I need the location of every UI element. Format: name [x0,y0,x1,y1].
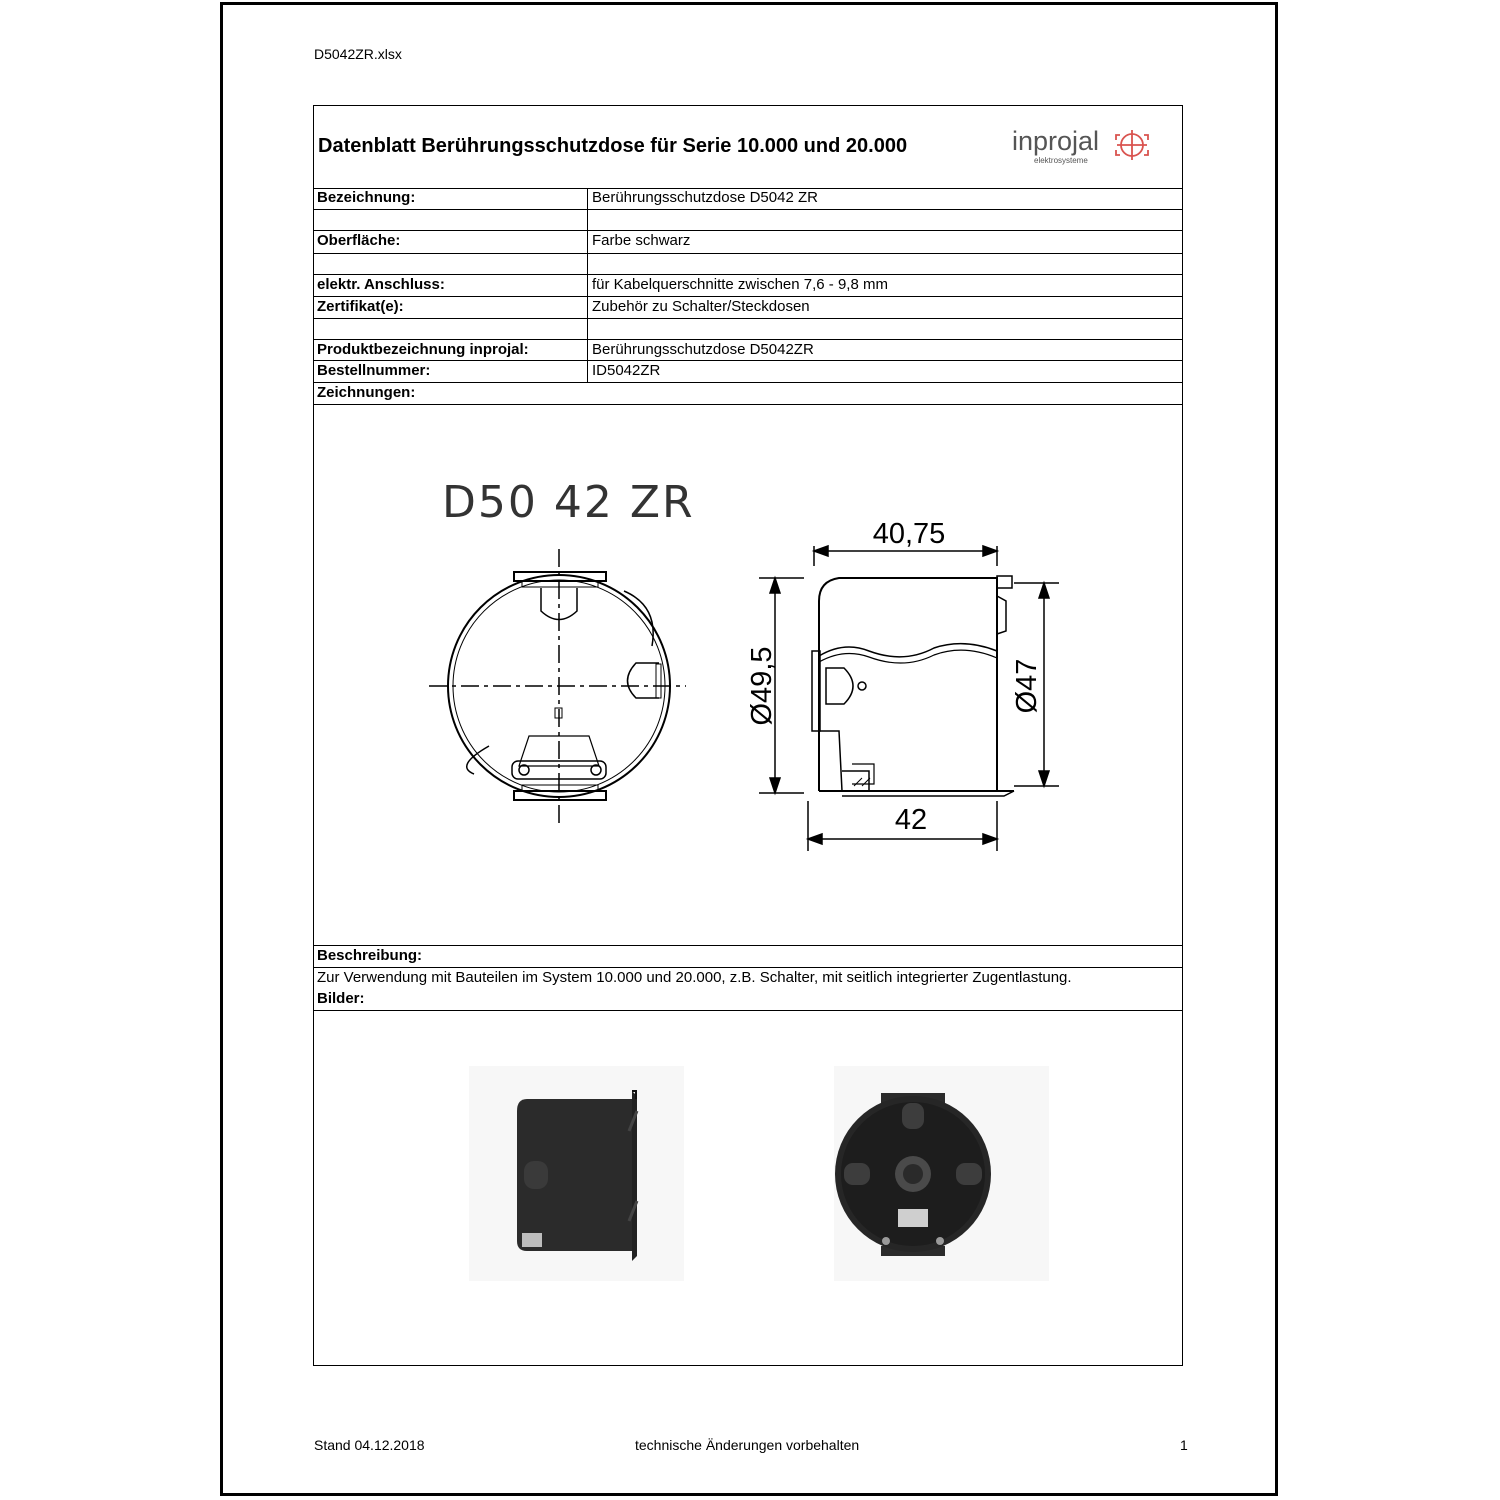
row-empty [314,319,1182,340]
row-value: Berührungsschutzdose D5042ZR [592,341,814,358]
row-value [589,319,1182,339]
side-view-drawing [812,576,1014,796]
row-bestellnummer [314,361,1182,383]
row-produktbezeichnung [314,340,1182,361]
row-label: Produktbezeichnung inprojal: [314,340,588,360]
row-label: Bezeichnung: [314,188,588,209]
pictures-label: Bilder: [317,990,365,1007]
row-zertifikat [314,297,1182,319]
row-label: elektr. Anschluss: [314,275,588,296]
row-value: ID5042ZR [592,362,661,379]
technical-drawing [314,406,1182,946]
row-label [314,210,588,230]
footer-note: technische Änderungen vorbehalten [635,1437,860,1453]
product-photo-side [469,1066,684,1281]
row-value: Berührungsschutzdose D5042 ZR [592,189,818,206]
dimension-bottom-label: 42 [894,804,928,836]
footer-page-number: 1 [1180,1437,1188,1453]
product-photos [314,1011,1182,1365]
dimension-right-label: Ø47 [1011,658,1043,714]
datasheet-title: Datenblatt Berührungsschutzdose für Serie 10.000 und 20.000 [318,135,908,157]
logo-wordmark: inprojal [1012,126,1100,156]
row-value: Farbe schwarz [592,232,691,249]
file-name: D5042ZR.xlsx [314,46,402,62]
drawings-label: Zeichnungen: [317,384,416,401]
row-bezeichnung [314,188,1182,210]
divider [314,945,1182,946]
row-empty [314,254,1182,275]
row-value: für Kabelquerschnitte zwischen 7,6 - 9,8 mm [592,276,888,293]
logo-tagline: elektrosysteme [1034,156,1088,165]
row-label [314,254,588,274]
dimension-top-label: 40,75 [872,518,946,550]
footer-date: Stand 04.12.2018 [314,1437,425,1453]
description-text: Zur Verwendung mit Bauteilen im System 10.000 und 20.000, z.B. Schalter, mit seitlich integrierter Zugentlastung. [317,969,1072,986]
product-photo-front [834,1066,1049,1281]
row-value [589,254,1182,274]
row-value [589,210,1182,230]
model-label: D50 42 ZR [442,477,695,528]
row-value: Zubehör zu Schalter/Steckdosen [592,298,810,315]
dimension-left-label: Ø49,5 [746,646,778,726]
description-label: Beschreibung: [317,947,423,964]
row-label: Oberfläche: [314,231,588,253]
row-oberflaeche [314,231,1182,254]
row-label: Zertifikat(e): [314,297,588,318]
row-label [314,319,588,339]
front-view-drawing [429,549,686,824]
row-empty [314,210,1182,231]
row-label: Bestellnummer: [314,361,588,382]
divider [314,967,1182,968]
datasheet-table [313,105,1183,1366]
row-anschluss [314,275,1182,297]
logo-crosshair-icon [1116,130,1148,160]
inprojal-logo [1012,120,1160,170]
title-row [314,106,1182,189]
divider [314,404,1182,405]
